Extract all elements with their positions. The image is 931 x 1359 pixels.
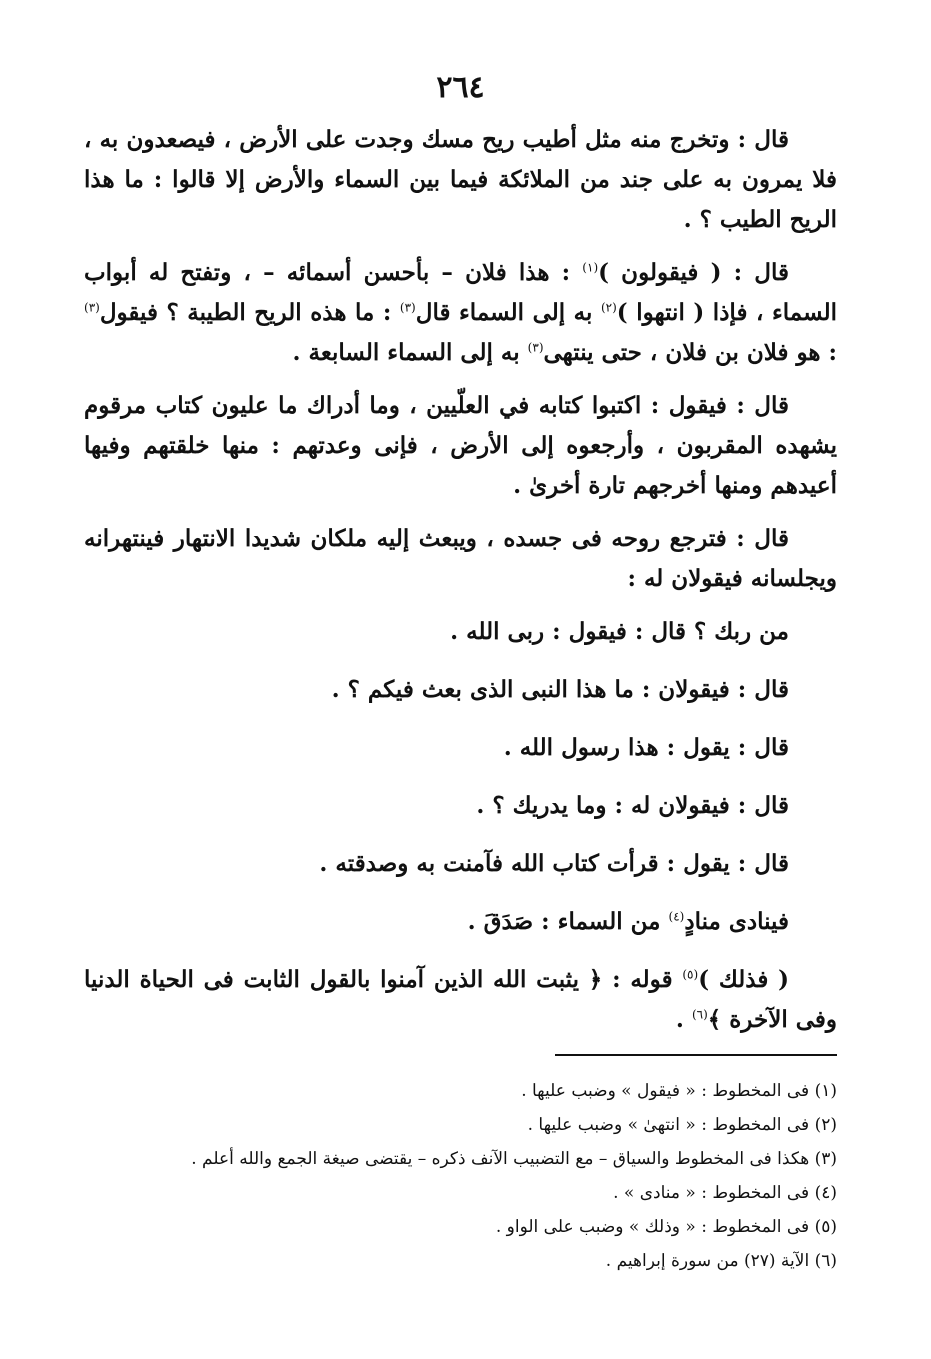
text-run: : هذا فلان – بأحسن أسمائه – ، وتفتح له أبواب السماء ، فإذا ( انتهوا ) (84, 259, 837, 326)
paragraph-text: قال : وتخرج منه مثل أطيب ريح مسك وجدت على الأرض ، فيصعدون به ، فلا يمرون به على جند من الملائكة فيما بين السماء والأرض إلا قالوا : ما هذا الريح الطيب ؟ . (84, 126, 837, 233)
footnote-ref[interactable]: (٥) (682, 967, 699, 982)
footnote: (٥) فى المخطوط : « وذلك » وضبب على الواو . (495, 1217, 837, 1237)
footnote: (٣) هكذا فى المخطوط والسياق – مع التضبيب الآنف ذكره – يقتضى صيغة الجمع والله أعلم . (191, 1149, 837, 1169)
footnote-divider (555, 1054, 837, 1056)
text-run: به إلى السماء قال (415, 299, 601, 326)
paragraph-verse (84, 960, 837, 1040)
paragraph-two-angels (84, 519, 837, 599)
footnote: (٢) فى المخطوط : « انتهىٰ » وضبب عليها . (527, 1115, 837, 1135)
page-number: ٢٦٤ (436, 70, 485, 105)
text-run: : هو فلان بن فلان ، حتى ينتهى (543, 339, 837, 366)
footnote-ref[interactable]: (٣) (527, 340, 544, 355)
caller-line (84, 902, 789, 942)
footnote-ref[interactable]: (٦) (691, 1007, 708, 1022)
paragraph-illiyyin (84, 386, 837, 506)
dialog-line: قال : فيقولان : ما هذا النبى الذى بعث فيكم ؟ . (331, 676, 789, 703)
text-run: فينادى منادٍ (684, 908, 789, 935)
text-run: من السماء : صَدَقَ . (467, 908, 669, 935)
text-run: : ما هذه الريح الطيبة ؟ فيقول (99, 299, 400, 326)
footnote-ref[interactable]: (٤) (668, 909, 685, 924)
footnote-ref[interactable]: (٣) (84, 300, 100, 315)
dialog-line: قال : يقول : هذا رسول الله . (503, 734, 789, 761)
paragraph-ascent (84, 253, 837, 373)
dialog-line: قال : يقول : قرأت كتاب الله فآمنت به وصدقته . (319, 850, 789, 877)
dialog-line: من ربك ؟ قال : فيقول : ربى الله . (450, 618, 789, 645)
text-run: قوله : ﴿ يثبت الله الذين آمنوا بالقول الثابت فى الحياة الدنيا وفى الآخرة ﴾ (84, 966, 837, 1033)
footnotes (84, 1074, 837, 1278)
text-run: قال : ( فيقولون ) (598, 259, 789, 286)
text-run: . (675, 1006, 692, 1033)
footnote: (٤) فى المخطوط : « منادى » . (613, 1183, 837, 1203)
footnote-ref[interactable]: (١) (582, 260, 599, 275)
footnote-ref[interactable]: (٢) (600, 300, 617, 315)
footnote: (٦) الآية (٢٧) من سورة إبراهيم . (605, 1251, 837, 1271)
text-run: به إلى السماء السابعة . (292, 339, 528, 366)
dialog-line: قال : فيقولان له : وما يدريك ؟ . (476, 792, 789, 819)
footnote-ref[interactable]: (٣) (399, 300, 416, 315)
paragraph-fragrance (84, 120, 837, 240)
footnote: (١) فى المخطوط : « فيقول » وضبب عليها . (521, 1081, 837, 1101)
text-run: ( فذلك ) (698, 966, 789, 993)
paragraph-text: قال : فيقول : اكتبوا كتابه في العلّيين ، وما أدراك ما عليون كتاب مرقوم يشهده المقربون ، وأرجعوه إلى الأرض ، فإنى وعدتهم : منها خلقتهم وفيها أعيدهم ومنها أخرجهم تارة أخرىٰ . (84, 392, 837, 499)
paragraph-text: قال : فترجع روحه فى جسده ، ويبعث إليه ملكان شديدا الانتهار فينتهرانه ويجلسانه فيقولان له : (84, 525, 837, 592)
